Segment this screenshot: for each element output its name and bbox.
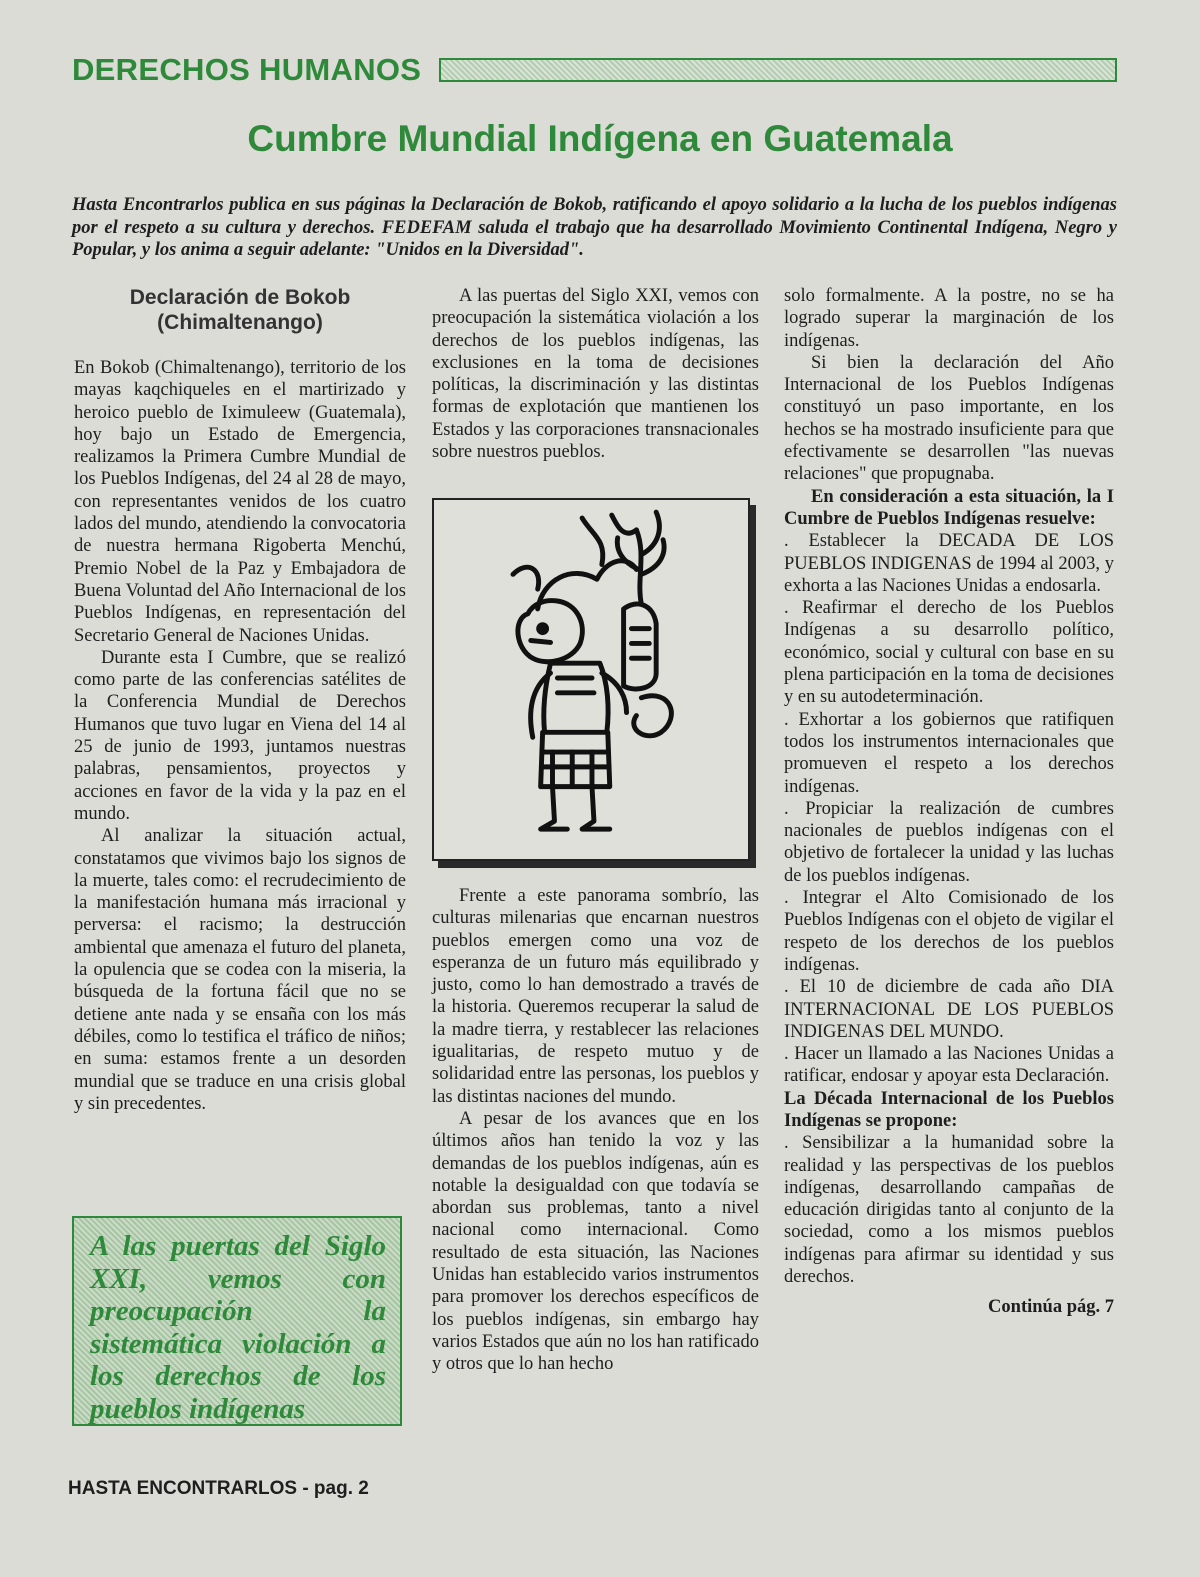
resolution-heading: En consideración a esta situación, la I Cumbre de Pueblos Indígenas resuelve: xyxy=(784,486,1114,529)
resolution-item: . Exhortar a los gobiernos que ratifiquen todos los instrumentos internacionales que promueven el respeto a los derechos indígenas. xyxy=(784,709,1114,797)
column-1 xyxy=(74,285,406,1115)
resolution-item: . Establecer la DECADA DE LOS PUEBLOS INDIGENAS de 1994 al 2003, y exhorta a las Naciones Unidas a endosarla. xyxy=(784,531,1114,596)
decade-subhead: La Década Internacional de los Pueblos Indígenas se propone: xyxy=(784,1088,1114,1131)
resolution-item: . El 10 de diciembre de cada año DIA INTERNACIONAL DE LOS PUEBLOS INDIGENAS DEL MUNDO. xyxy=(784,977,1114,1042)
page-footer: HASTA ENCONTRARLOS - pag. 2 xyxy=(68,1478,369,1499)
pull-quote-text: A las puertas del Siglo XXI, vemos con preocupación la sistemática violación a los derechos de los pueblos indígenas xyxy=(90,1230,386,1425)
resolution-item: . Hacer un llamado a las Naciones Unidas a ratificar, endosar y apoyar esta Declaración. xyxy=(784,1044,1114,1087)
article-intro: Hasta Encontrarlos publica en sus páginas la Declaración de Bokob, ratificando el apoyo solidario a la lucha de los pueblos indígenas por el respeto a su cultura y derechos. FEDEFAM saluda el trabajo que ha desarrollado Movimiento Continental Indígena, Negro y Popular, y los anima a seguir adelante: "Unidos en la Diversidad". xyxy=(72,195,1117,260)
paragraph: A las puertas del Siglo XXI, vemos con preocupación la sistemática violación a los derechos de los pueblos indígenas, las exclusiones en la toma de decisiones políticas, la discriminación y las distintas formas de explotación que mantienen los Estados y las corporaciones transnacionales sobre nuestros pueblos. xyxy=(432,286,759,463)
decade-item: . Sensibilizar a la humanidad sobre la realidad y las perspectivas de los pueblos indígenas, desarrollando campañas de educación dirigidas tanto al conjunto de la sociedad, como a los mismos pueblos indígenas para afirmar su identidad y sus derechos. xyxy=(784,1133,1114,1288)
column-3 xyxy=(784,285,1114,1319)
continue-link[interactable]: Continúa pág. 7 xyxy=(988,1297,1114,1318)
resolution-item: . Integrar el Alto Comisionado de los Pueblos Indígenas con el objeto de vigilar el respeto de los derechos de los pueblos indígenas. xyxy=(784,888,1114,975)
column-2-top xyxy=(432,285,759,463)
maya-figure-drawing xyxy=(434,500,748,859)
section-rule-bar xyxy=(439,58,1117,82)
paragraph: Si bien la declaración del Año Internacional de los Pueblos Indígenas constituyó un paso importante, en los hechos se ha mostrado insuficiente para que efectivamente se desarrollen "las nuevas relaciones" que propugnaba. xyxy=(784,352,1114,485)
paragraph: Al analizar la situación actual, constatamos que vivimos bajo los signos de la muerte, tales como: el recrudecimiento de la manifestación humana más irracional y perversa: el racismo; la destrucción ambiental que amenaza el futuro del planeta, la opulencia que se codea con la miseria, la búsqueda de la fortuna fácil que no se detiene ante nada y se ensaña con los más débiles, como lo testifica el tráfico de niños; en suma: estamos frente a un desorden mundial que se traduce en una crisis global y sin precedentes. xyxy=(74,826,406,1114)
column-2-bottom xyxy=(432,885,759,1376)
resolution-item: . Reafirmar el derecho de los Pueblos Indígenas a su desarrollo político, económico, social y cultural con base en su plena participación en la toma de decisiones y en su autodeterminación. xyxy=(784,598,1114,708)
resolution-item: . Propiciar la realización de cumbres nacionales de pueblos indígenas con el objetivo de fortalecer la unidad y las luchas de los pueblos indígenas. xyxy=(784,798,1114,886)
pull-quote xyxy=(72,1216,402,1426)
paragraph: Durante esta I Cumbre, que se realizó como parte de las conferencias satélites de la Conferencia Mundial de Derechos Humanos que tuvo lugar en Viena del 14 al 25 de junio de 1993, juntamos nuestras palabras, pensamientos, proyectos y acciones en favor de la vida y la paz en el mundo. xyxy=(74,647,406,824)
article-title: Cumbre Mundial Indígena en Guatemala xyxy=(247,118,953,159)
paragraph: A pesar de los avances que en los últimos años han tenido la voz y las demandas de los pueblos indígenas, aún es notable la desigualdad con que todavía se abordan sus problemas, tanto a nivel nacional como internacional. Como resultado de esta situación, las Naciones Unidas han establecido varios instrumentos para promover los derechos específicos de los pueblos indígenas, sin embargo hay varios Estados que aún no los han ratificado y otros que lo han hecho xyxy=(432,1108,759,1375)
maya-figure-illustration xyxy=(432,498,750,861)
paragraph: Frente a este panorama sombrío, las culturas milenarias que encarnan nuestros pueblos emergen como una voz de esperanza de un futuro más equilibrado y justo, como lo han demostrado a través de la historia. Queremos recuperar la salud de la madre tierra, y restablecer las relaciones igualitarias, de respeto mutuo y de solidaridad entre las personas, los pueblos y las distintas naciones del mundo. xyxy=(432,886,759,1107)
declaration-subhead: Declaración de Bokob (Chimaltenango) xyxy=(129,286,351,334)
paragraph: En Bokob (Chimaltenango), territorio de los mayas kaqchiqueles en el martirizado y heroico pueblo de Iximuleew (Guatemala), hoy bajo un Estado de Emergencia, realizamos la Primera Cumbre Mundial de los Pueblos Indígenas, del 24 al 28 de mayo, con representantes venidos de los cuatro lados del mundo, atendiendo la convocatoria de nuestra hermana Rigoberta Menchú, Premio Nobel de la Paz y Embajadora de Buena Voluntad del Año Internacional de los Pueblos Indígenas, en representación del Secretario General de Naciones Unidas. xyxy=(74,358,406,646)
paragraph: solo formalmente. A la postre, no se ha logrado superar la marginación de los indígenas. xyxy=(784,286,1114,351)
section-header xyxy=(72,50,1117,90)
section-title: DERECHOS HUMANOS xyxy=(72,52,422,87)
